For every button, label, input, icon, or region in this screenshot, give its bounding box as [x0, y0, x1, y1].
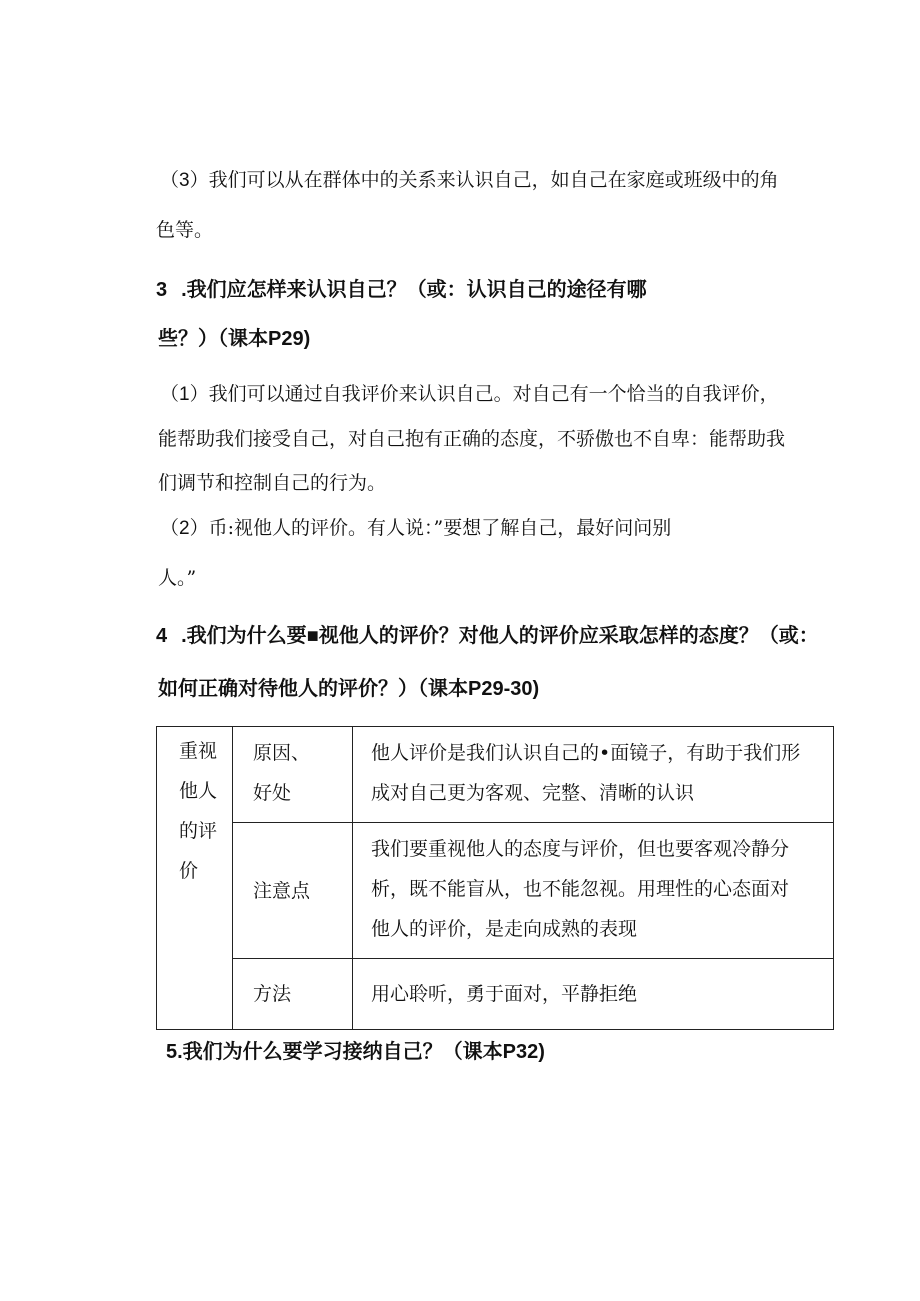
q3-item-2-text: 币:视他人的评价。有人说：”要想了解自己，最好问问别 [208, 517, 672, 539]
row-label-line: 方法 [253, 983, 292, 1005]
row-label-cell [233, 959, 353, 1030]
group-label-line: 他人 [179, 780, 218, 802]
q3-item-1-line-1 [160, 382, 779, 407]
row-label-line: 原因、 [253, 742, 311, 764]
row-content-line: 他人的评价，是走向成熟的表现 [371, 918, 638, 940]
q3-heading-line-2: 些？）（课本P29) [158, 328, 311, 350]
row-content-line: 他人评价是我们认识自己的•面镜子，有助于我们形 [371, 742, 801, 764]
q3-title: .我们应怎样来认识自己？（或：认识自己的途径有哪 [181, 279, 647, 301]
q3-number: 3 [156, 279, 168, 301]
para-3-line-2: 色等。 [156, 219, 214, 241]
group-label-cell [157, 727, 233, 1030]
row-content-cell [353, 823, 834, 959]
row-content-cell [353, 727, 834, 823]
row-label-line: 注意点 [253, 879, 311, 902]
row-label-line: 好处 [253, 782, 292, 804]
q4-heading-line-2: 如何正确对待他人的评价？）（课本P29-30) [158, 678, 540, 700]
row-content-line: 析，既不能盲从，也不能忽视。用理性的心态面对 [371, 878, 790, 900]
para-3-text: 我们可以从在群体中的关系来认识自己，如自己在家庭或班级中的角 [208, 169, 779, 191]
row-content-line: 我们要重视他人的态度与评价，但也要客观冷静分 [371, 838, 790, 860]
q3-item-1-line-3: 们调节和控制自己的行为。 [158, 472, 387, 494]
table-row [157, 823, 834, 959]
row-label-cell [233, 727, 353, 823]
q4-heading-line-1 [156, 624, 819, 648]
para-3-line-1 [160, 168, 779, 193]
row-content-line: 成对自己更为客观、完整、清晰的认识 [371, 782, 695, 804]
table-row [157, 727, 834, 823]
group-label-line: 重视 [179, 740, 218, 762]
row-label-cell [233, 823, 353, 959]
q3-item-1-number: （1） [160, 384, 209, 405]
row-content-line: 用心聆听，勇于面对，平静拒绝 [371, 983, 638, 1005]
q3-item-2-line-2: 人。” [158, 567, 197, 589]
q3-item-1-text: 我们可以通过自我评价来认识自己。对自己有一个恰当的自我评价， [208, 383, 779, 405]
para-3-number: （3） [160, 170, 209, 191]
q4-title: .我们为什么要■视他人的评价？对他人的评价应采取怎样的态度？（或： [181, 625, 819, 647]
q3-item-1-line-2: 能帮助我们接受自己，对自己抱有正确的态度，不骄傲也不自卑：能帮助我 [158, 428, 786, 450]
group-label-line: 的评 [179, 820, 218, 842]
row-content-cell [353, 959, 834, 1030]
q4-number: 4 [156, 625, 168, 647]
group-label-line: 价 [179, 860, 199, 882]
evaluation-table [156, 726, 834, 1030]
table-row [157, 959, 834, 1030]
q3-heading-line-1 [156, 278, 647, 302]
q5-heading: 5.我们为什么要学习接纳自己？（课本P32) [166, 1041, 545, 1063]
q3-item-2-line-1 [160, 516, 671, 541]
q3-item-2-number: （2） [160, 518, 209, 539]
